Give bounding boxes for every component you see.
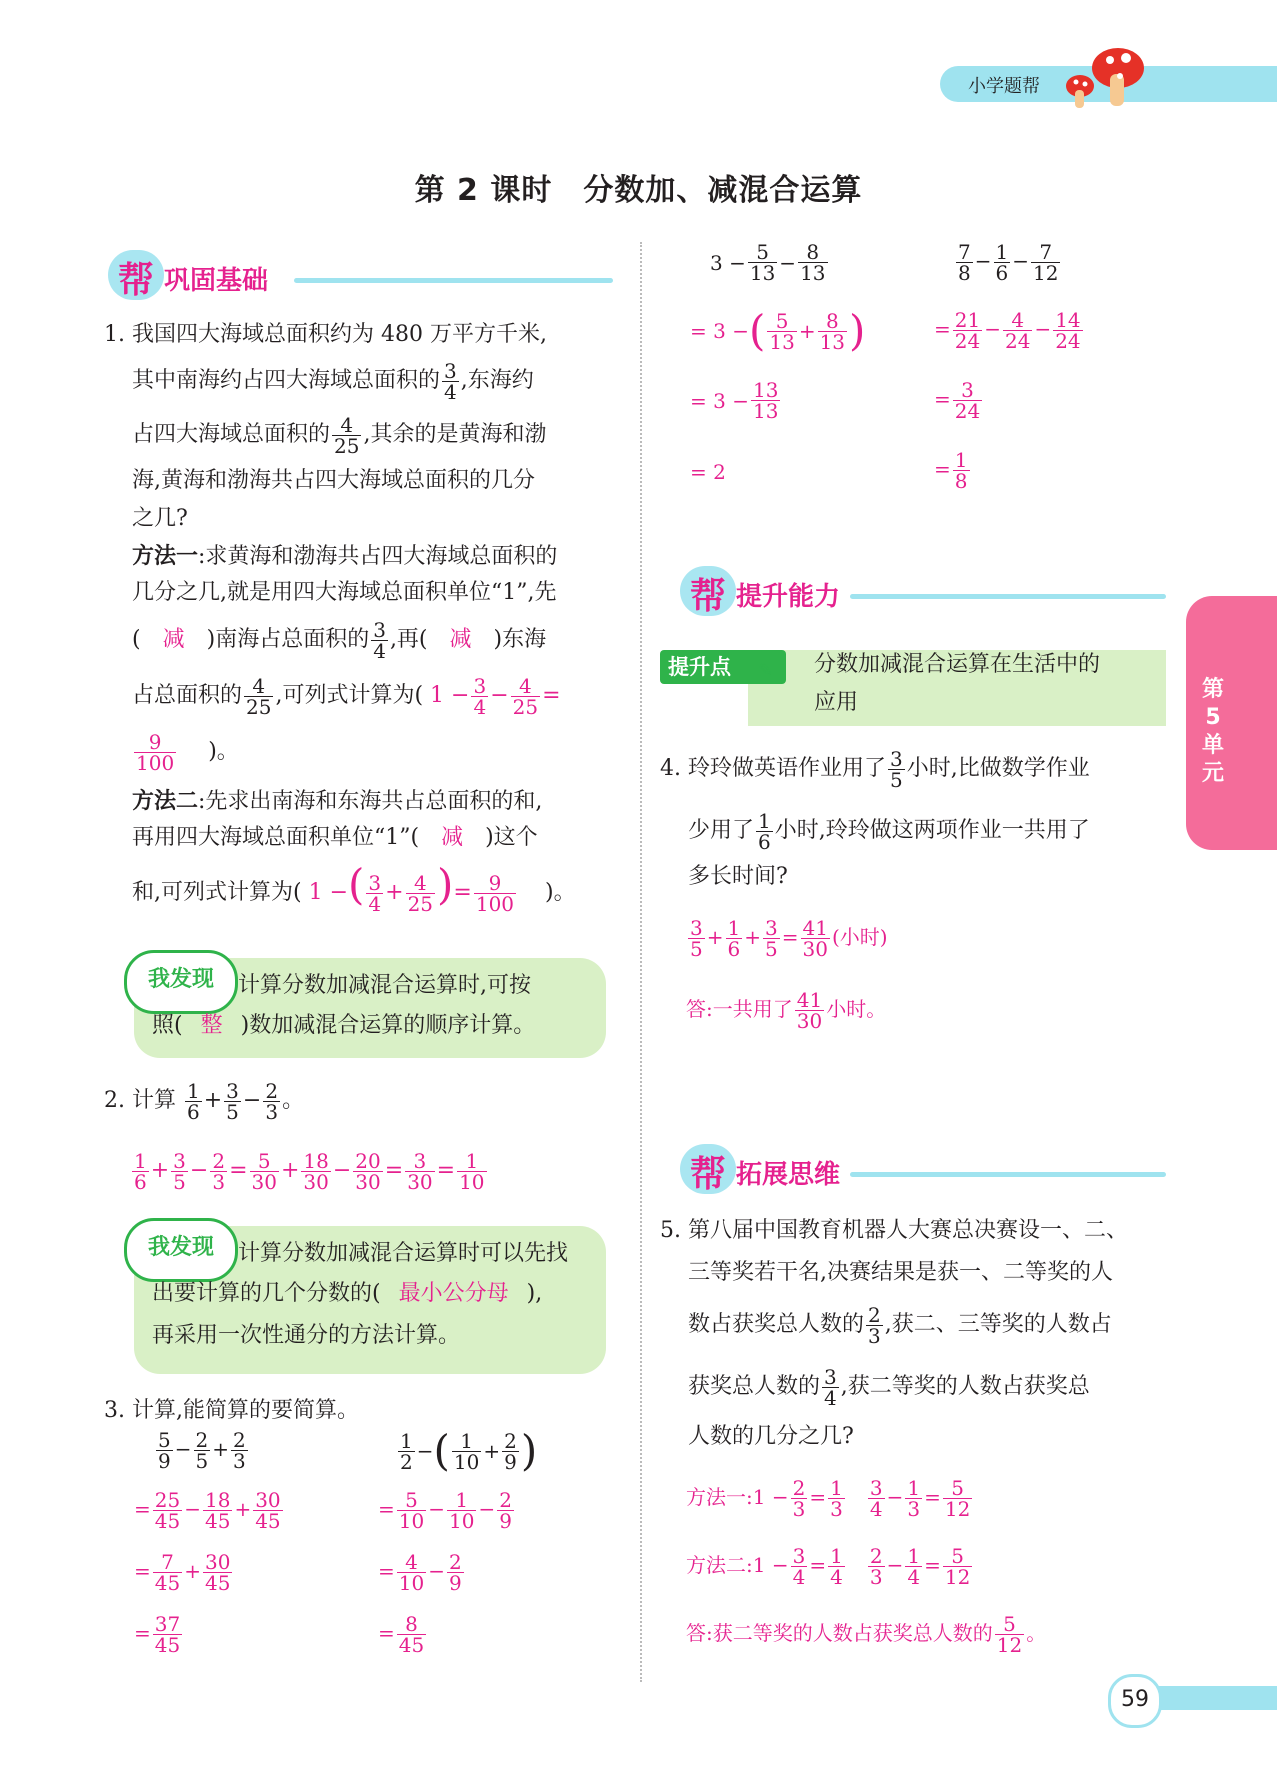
method-text: )东海 xyxy=(493,627,547,652)
q4-answer: 答:一共用了 $\frac{41}{30}$ 小时。 xyxy=(686,988,887,1033)
section-rule xyxy=(294,278,613,283)
q3c-step: = 3 − $\frac{13}{13}$ xyxy=(690,378,779,423)
method-1-line3: ( 减 )南海占总面积的 $\frac{3}{4}$ ,再( 减 )东海 xyxy=(132,617,547,663)
column-divider xyxy=(640,242,642,1682)
method-label: 方法一 xyxy=(132,543,199,569)
q3-expr-c: 3 − $\frac{5}{13}$ − $\frac{8}{13}$ xyxy=(710,240,826,285)
q3a-step: = $\frac{7}{45}$ + $\frac{30}{45}$ xyxy=(134,1550,231,1595)
answer-expression: 1 − $\frac{3}{4}$ − $\frac{4}{25}$ = xyxy=(430,673,561,719)
paren: )。 xyxy=(208,739,239,764)
q1-text: 占四大海域总面积的 xyxy=(132,422,331,447)
q4-solution: $\frac{3}{5}$ + $\frac{1}{6}$ + $\frac{3}{5}$ = $\frac{41}{30}$ (小时) xyxy=(690,916,888,961)
q3-expr-d: $\frac{7}{8}$ − $\frac{1}{6}$ − $\frac{7}{12}$ xyxy=(958,240,1059,285)
q3-expr-b: $\frac{1}{2}$ − ( $\frac{1}{10}$ + $\frac{2}{9}$ ) xyxy=(400,1426,538,1475)
q3b-step: = $\frac{8}{45}$ xyxy=(378,1612,425,1657)
discovery-text: 照( 整 )数加减混合运算的顺序计算。 xyxy=(152,1013,536,1038)
section-header-consolidate xyxy=(108,250,613,300)
paren: ( xyxy=(132,627,141,652)
method-text: 占总面积的 xyxy=(132,683,243,708)
q5-answer: 答:获二等奖的人数占获奖总人数的 $\frac{5}{12}$ 。 xyxy=(686,1612,1047,1657)
q3c-step: = 2 xyxy=(690,460,726,484)
discovery-badge: 我发现 xyxy=(124,1218,238,1282)
question-4: 4. 玲玲做英语作业用了 $\frac{3}{5}$ 小时,比做数学作业 少用了 $\frac{1}{6}$ 小时,玲玲做这两项作业一共用了 多长时间? xyxy=(660,746,1090,889)
section-title: 巩固基础 xyxy=(164,266,269,296)
answer: 整 xyxy=(200,1013,223,1038)
section-title: 提升能力 xyxy=(736,582,841,612)
brand-name: 小学题帮 xyxy=(968,76,1040,97)
fraction: $\frac{3}{4}$ xyxy=(444,358,457,404)
question-5: 5. 第八届中国教育机器人大赛总决赛设一、二、 三等奖若干名,决赛结果是获一、二等奖的人 数占获奖总人数的 $\frac{2}{3}$ ,获二、三等奖的人数占 获奖总人数的 $\frac{3}{4}$ ,获二等奖的人数占获奖总 人数的几分之几? xyxy=(660,1218,1128,1449)
q3b-step: = $\frac{4}{10}$ − $\frac{2}{9}$ xyxy=(378,1550,462,1595)
section-header-expand xyxy=(680,1144,1166,1194)
method-1-line5 xyxy=(104,729,624,775)
method-text: 几分之几,就是用四大海域总面积单位“1”,先 xyxy=(132,580,557,605)
discovery-box-1 xyxy=(134,958,606,1058)
method-text: )南海占总面积的 xyxy=(206,627,370,652)
bang-badge: 帮 xyxy=(118,260,155,301)
q2-label: 2. 计算 xyxy=(104,1088,176,1113)
unit-label: 第5单元 xyxy=(1201,677,1224,786)
point-badge: 提升点 xyxy=(660,650,786,684)
q1-text: 其中南海约占四大海域总面积的 xyxy=(132,368,441,393)
q3a-step: = $\frac{25}{45}$ − $\frac{18}{45}$ + $\frac{30}{45}$ xyxy=(134,1488,281,1533)
method-2 xyxy=(104,783,624,856)
paren: )。 xyxy=(545,880,576,905)
answer-expression: 1 −( $\frac{3}{4}$ + $\frac{4}{25}$ )= $\frac{9}{100}$ xyxy=(308,860,515,916)
q3d-step: = $\frac{1}{8}$ xyxy=(934,448,968,493)
point-text: 分数加减混合运算在生活中的 应用 xyxy=(814,652,1101,715)
answer: 减 xyxy=(162,627,185,652)
method-label: 方法二 xyxy=(132,788,199,814)
answer-fraction: $\frac{9}{100}$ xyxy=(136,729,175,775)
q5-method-2: 方法二:1 − $\frac{3}{4}$ = $\frac{1}{4}$ $\frac{2}{3}$ − $\frac{1}{4}$ = $\frac{5}{12}$ xyxy=(686,1544,971,1589)
discovery-text: 计算分数加减混合运算时可以先找 xyxy=(238,1241,569,1266)
answer: 减 xyxy=(449,627,472,652)
page-title: 第 2 课时 分数加、减混合运算 xyxy=(414,173,863,208)
fraction: $\frac{4}{25}$ xyxy=(334,412,360,458)
method-text: )这个 xyxy=(485,825,538,850)
method-1-line4: 占总面积的 $\frac{4}{25}$ ,可列式计算为( 1 − $\frac{3}{4}$ − $\frac{4}{25}$ = xyxy=(132,673,561,719)
q1-line xyxy=(104,412,624,458)
question-2: 2. 计算 $\frac{1}{6}$ + $\frac{3}{5}$ − $\frac{2}{3}$ 。 xyxy=(104,1078,305,1124)
answer: 最小公分母 xyxy=(398,1281,509,1306)
q1-text: ,东海约 xyxy=(460,368,534,393)
pencil-icon: ✎ xyxy=(758,660,774,681)
mushroom-icon xyxy=(1060,40,1150,112)
method-1 xyxy=(104,538,624,611)
method-2-line3 xyxy=(104,860,624,916)
method-text: :先求出南海和东海共占总面积的和, xyxy=(198,789,543,814)
method-text: 和,可列式计算为( xyxy=(132,880,302,905)
discovery-text: 再采用一次性通分的方法计算。 xyxy=(152,1323,461,1348)
section-rule xyxy=(850,1172,1166,1177)
q1-line xyxy=(104,358,624,404)
discovery-text: 出要计算的几个分数的( 最小公分母 ), xyxy=(152,1281,543,1306)
discovery-badge: 我发现 xyxy=(124,950,238,1014)
discovery-box-2 xyxy=(134,1226,606,1374)
section-rule xyxy=(850,594,1166,599)
unit: (小时) xyxy=(831,925,888,949)
discovery-text: 计算分数加减混合运算时,可按 xyxy=(238,973,531,998)
method-text: 再用四大海域总面积单位“1”( xyxy=(132,825,420,850)
method-text: :求黄海和渤海共占四大海域总面积的 xyxy=(198,544,558,569)
q3a-step: = $\frac{37}{45}$ xyxy=(134,1612,181,1657)
q2-solution: $\frac{1}{6}$ + $\frac{3}{5}$ − $\frac{2}{3}$ = $\frac{5}{30}$ + $\frac{18}{30}$ − $\frac{20}{30}$ = $\frac{3}{30}$ = $\frac{1}{10}$ xyxy=(134,1148,485,1194)
page-number: 59 xyxy=(1108,1674,1162,1728)
q3-expr-a: $\frac{5}{9}$ − $\frac{2}{5}$ + $\frac{2}{3}$ xyxy=(158,1428,246,1473)
question-3-label: 3. 计算,能简算的要简算。 xyxy=(104,1398,359,1423)
method-text: ,再( xyxy=(389,627,428,652)
q3d-step: = $\frac{3}{24}$ xyxy=(934,378,981,423)
q3b-step: = $\frac{5}{10}$ − $\frac{1}{10}$ − $\frac{2}{9}$ xyxy=(378,1488,512,1533)
method-text: ,可列式计算为( xyxy=(275,683,424,708)
q1-line: 之几? xyxy=(132,506,188,531)
q3c-step: = 3 − ( $\frac{5}{13}$ + $\frac{8}{13}$ ) xyxy=(690,306,866,355)
q3d-step: = $\frac{21}{24}$ − $\frac{4}{24}$ − $\frac{14}{24}$ xyxy=(934,308,1081,353)
answer: 减 xyxy=(441,825,464,850)
q5-method-1: 方法一:1 − $\frac{2}{3}$ = $\frac{1}{3}$ $\frac{3}{4}$ − $\frac{1}{3}$ = $\frac{5}{12}$ xyxy=(686,1476,971,1521)
q1-line: 1. 我国四大海域总面积约为 480 万平方千米, xyxy=(104,322,547,347)
bang-badge: 帮 xyxy=(690,576,727,617)
section-header-improve xyxy=(680,566,1166,616)
q1-text: ,其余的是黄海和渤 xyxy=(363,422,547,447)
bang-badge: 帮 xyxy=(690,1154,727,1195)
question-1 xyxy=(104,312,624,916)
q1-line: 海,黄海和渤海共占四大海域总面积的几分 xyxy=(132,468,535,493)
section-title: 拓展思维 xyxy=(736,1160,841,1190)
